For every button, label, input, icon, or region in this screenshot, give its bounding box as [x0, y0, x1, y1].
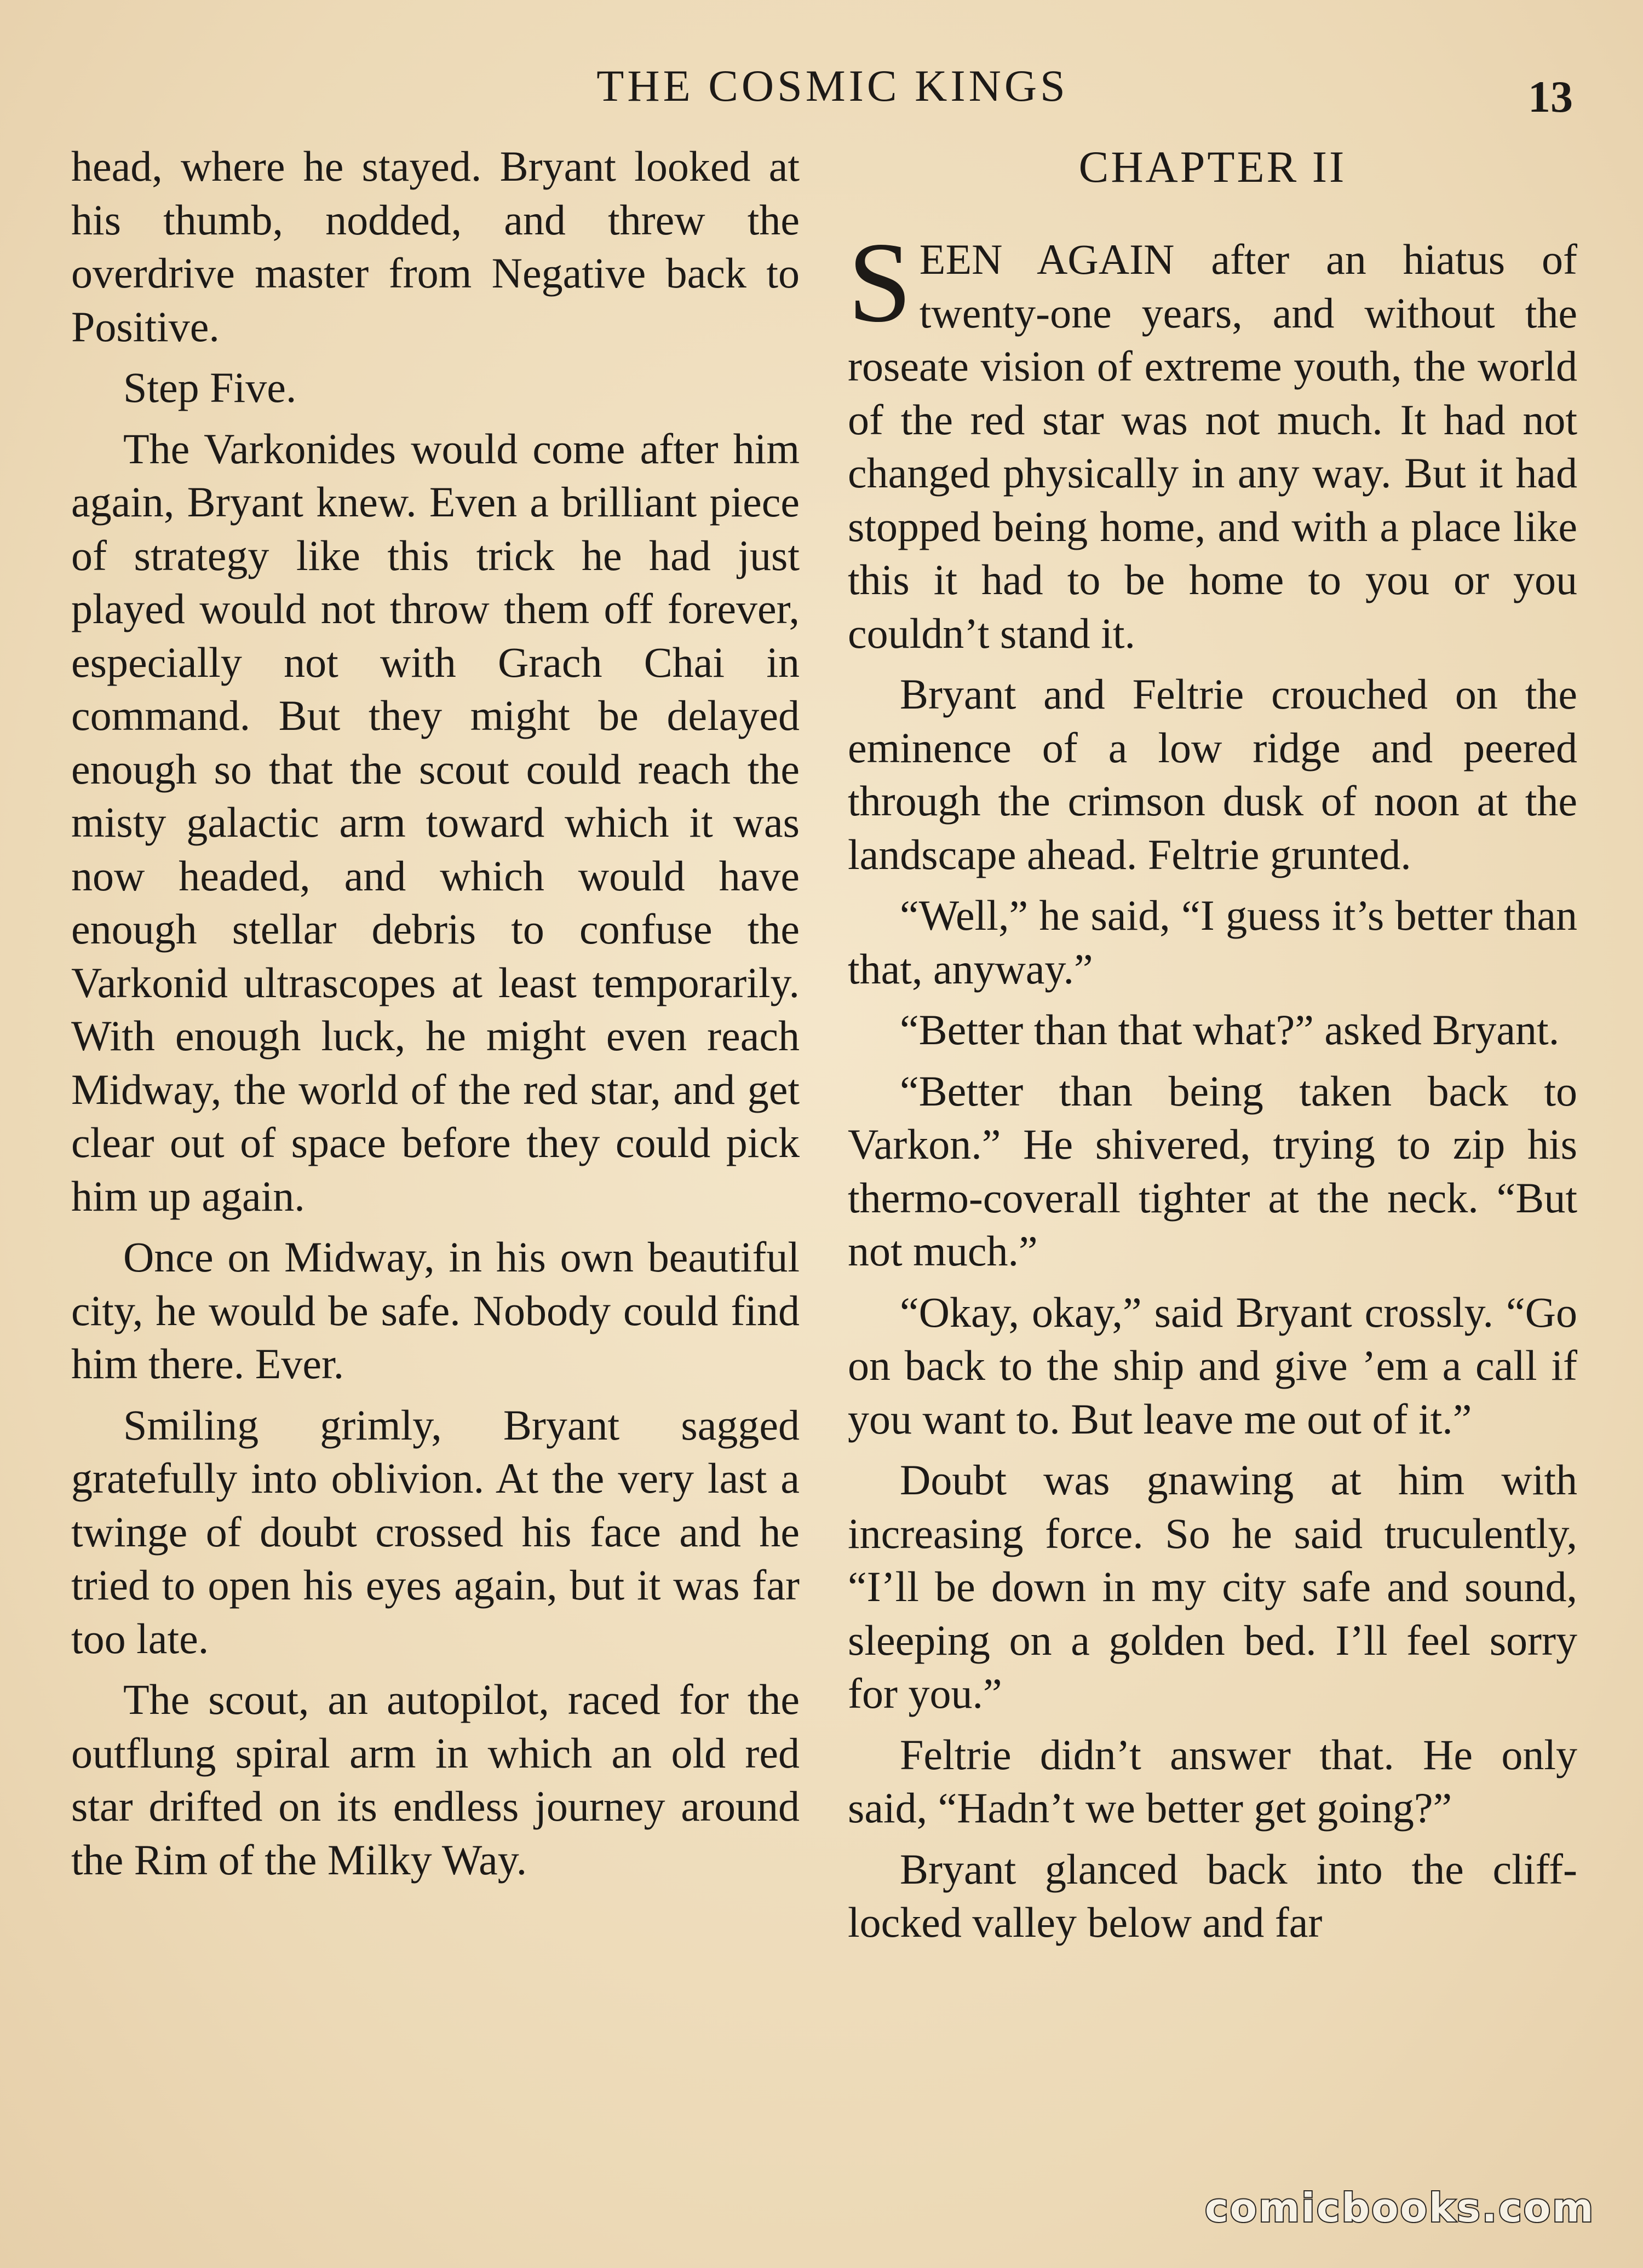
- paragraph: Step Five.: [123, 364, 297, 411]
- page-header: [0, 60, 1643, 120]
- chapter-heading: CHAPTER II: [1078, 142, 1347, 192]
- paragraph: The Varkonides would come after him again, Bryant knew. Even a brilliant piece of strategy like this trick he had just played would not throw them off forever, especially not with Grach Chai in command. But they might be delayed enough so that the scout could reach the misty galactic arm toward which it was now headed, and which would have enough stellar debris to confuse the Varkonid ultrascopes at least temporarily. With enough luck, he might even reach Midway, the world of the red star, and get clear out of space before they could pick him up again.: [71, 424, 800, 1220]
- watermark-logo: comicbooks.com: [1205, 2185, 1595, 2231]
- paragraph: Feltrie didn’t answer that. He only said, “Hadn’t we better get going?”: [848, 1730, 1577, 1832]
- paragraph: Doubt was gnawing at him with increasing force. So he said truculently, “I’ll be down in my city safe and sound, sleeping on a golden bed. I’ll feel sorry for you.”: [848, 1456, 1577, 1717]
- paragraph: “Better than that what?” asked Bryant.: [900, 1006, 1560, 1054]
- paragraph: head, where he stayed. Bryant looked at his thumb, nodded, and threw the overdrive master from Negative back to Positive.: [71, 142, 800, 350]
- paragraph: Once on Midway, in his own beautiful city, he would be safe. Nobody could find him there. Ever.: [71, 1233, 800, 1388]
- paragraph: “Well,” he said, “I guess it’s better than that, anyway.”: [848, 891, 1577, 993]
- running-title: THE COSMIC KINGS: [596, 61, 1068, 111]
- drop-cap: S: [848, 219, 912, 346]
- paragraph: “Okay, okay,” said Bryant crossly. “Go on back to the ship and give ’em a call if you want to. But leave me out of it.”: [848, 1288, 1577, 1443]
- paragraph: Bryant glanced back into the cliff-locked valley below and far: [848, 1845, 1577, 1946]
- paragraph: Smiling grimly, Bryant sagged gratefully into oblivion. At the very last a twinge of doubt crossed his face and he tried to open his eyes again, but it was far too late.: [71, 1401, 800, 1662]
- paragraph: The scout, an autopilot, raced for the outflung spiral arm in which an old red star drifted on its endless journey around the Rim of the Milky Way.: [71, 1676, 800, 1884]
- right-column: [848, 140, 1577, 2198]
- paragraph: Bryant and Feltrie crouched on the eminence of a low ridge and peered through the crimson dusk of noon at the landscape ahead. Feltrie grunted.: [848, 670, 1577, 878]
- left-column: [71, 140, 800, 2198]
- chapter-opening-paragraph: [848, 219, 1577, 660]
- opening-text: EEN AGAIN after an hiatus of twenty-one years, and without the roseate vision of extreme youth, the world of the red star was not much. It had not changed physically in any way. But it had stopped being home, and with a place like this it had to be home to you or you couldn’t stand it.: [848, 235, 1577, 657]
- page-number: 13: [1528, 72, 1573, 122]
- paragraph: “Better than being taken back to Varkon.” He shivered, trying to zip his thermo-coverall tighter at the neck. “But not much.”: [848, 1067, 1577, 1275]
